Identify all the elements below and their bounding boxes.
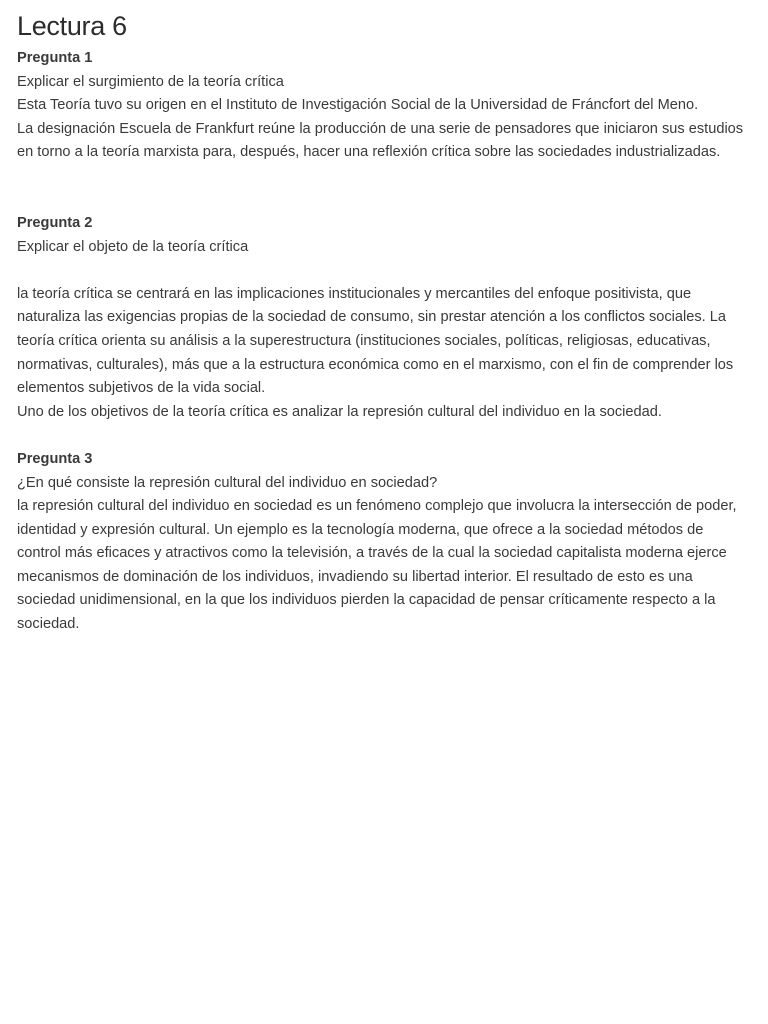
question-prompt: Explicar el surgimiento de la teoría crítica	[17, 73, 284, 90]
spacer	[17, 165, 751, 212]
question-1	[17, 47, 751, 165]
question-heading: Pregunta 1	[17, 50, 93, 66]
question-prompt: Explicar el objeto de la teoría crítica	[17, 238, 249, 255]
answer-paragraph: la teoría crítica se centrará en las implicaciones institucionales y mercantiles del enfoque positivista, que naturaliza las exigencias propias de la sociedad de consumo, sin prestar atención a los conflictos sociales. La teoría crítica orienta su análisis a la superestructura (instituciones sociales, políticas, religiosas, educativas, normativas, culturales), más que a la estructura económica como en el marxismo, con el fin de comprender los elementos subjetivos de la vida social.	[17, 285, 734, 397]
answer-paragraph: la represión cultural del individuo en sociedad es un fenómeno complejo que involucra la intersección de poder, identidad y expresión cultural. Un ejemplo es la tecnología moderna, que ofrece a la sociedad métodos de control más eficaces y atractivos como la televisión, a través de la cual la sociedad capitalista moderna ejerce mecanismos de dominación de los individuos, invadiendo su libertad interior. El resultado de esto es una sociedad unidimensional, en la que los individuos pierden la capacidad de pensar críticamente respecto a la sociedad.	[17, 498, 737, 633]
question-prompt: ¿En qué consiste la represión cultural del individuo en sociedad?	[17, 474, 438, 491]
question-2	[17, 212, 751, 424]
document-title: Lectura 6	[17, 11, 127, 41]
spacer	[17, 424, 751, 448]
question-heading: Pregunta 2	[17, 214, 93, 231]
question-3	[17, 448, 751, 637]
question-heading: Pregunta 3	[17, 450, 93, 467]
answer-paragraph: Esta Teoría tuvo su origen en el Instituto de Investigación Social de la Universidad de Fráncfort del Meno.	[17, 97, 699, 114]
answer-paragraph: Uno de los objetivos de la teoría crítica es analizar la represión cultural del individuo en la sociedad.	[17, 403, 662, 420]
spacer	[17, 259, 751, 283]
answer-paragraph: La designación Escuela de Frankfurt reúne la producción de una serie de pensadores que iniciaron sus estudios en torno a la teoría marxista para, después, hacer una reflexión crítica sobre las sociedades industrializadas.	[17, 120, 744, 161]
